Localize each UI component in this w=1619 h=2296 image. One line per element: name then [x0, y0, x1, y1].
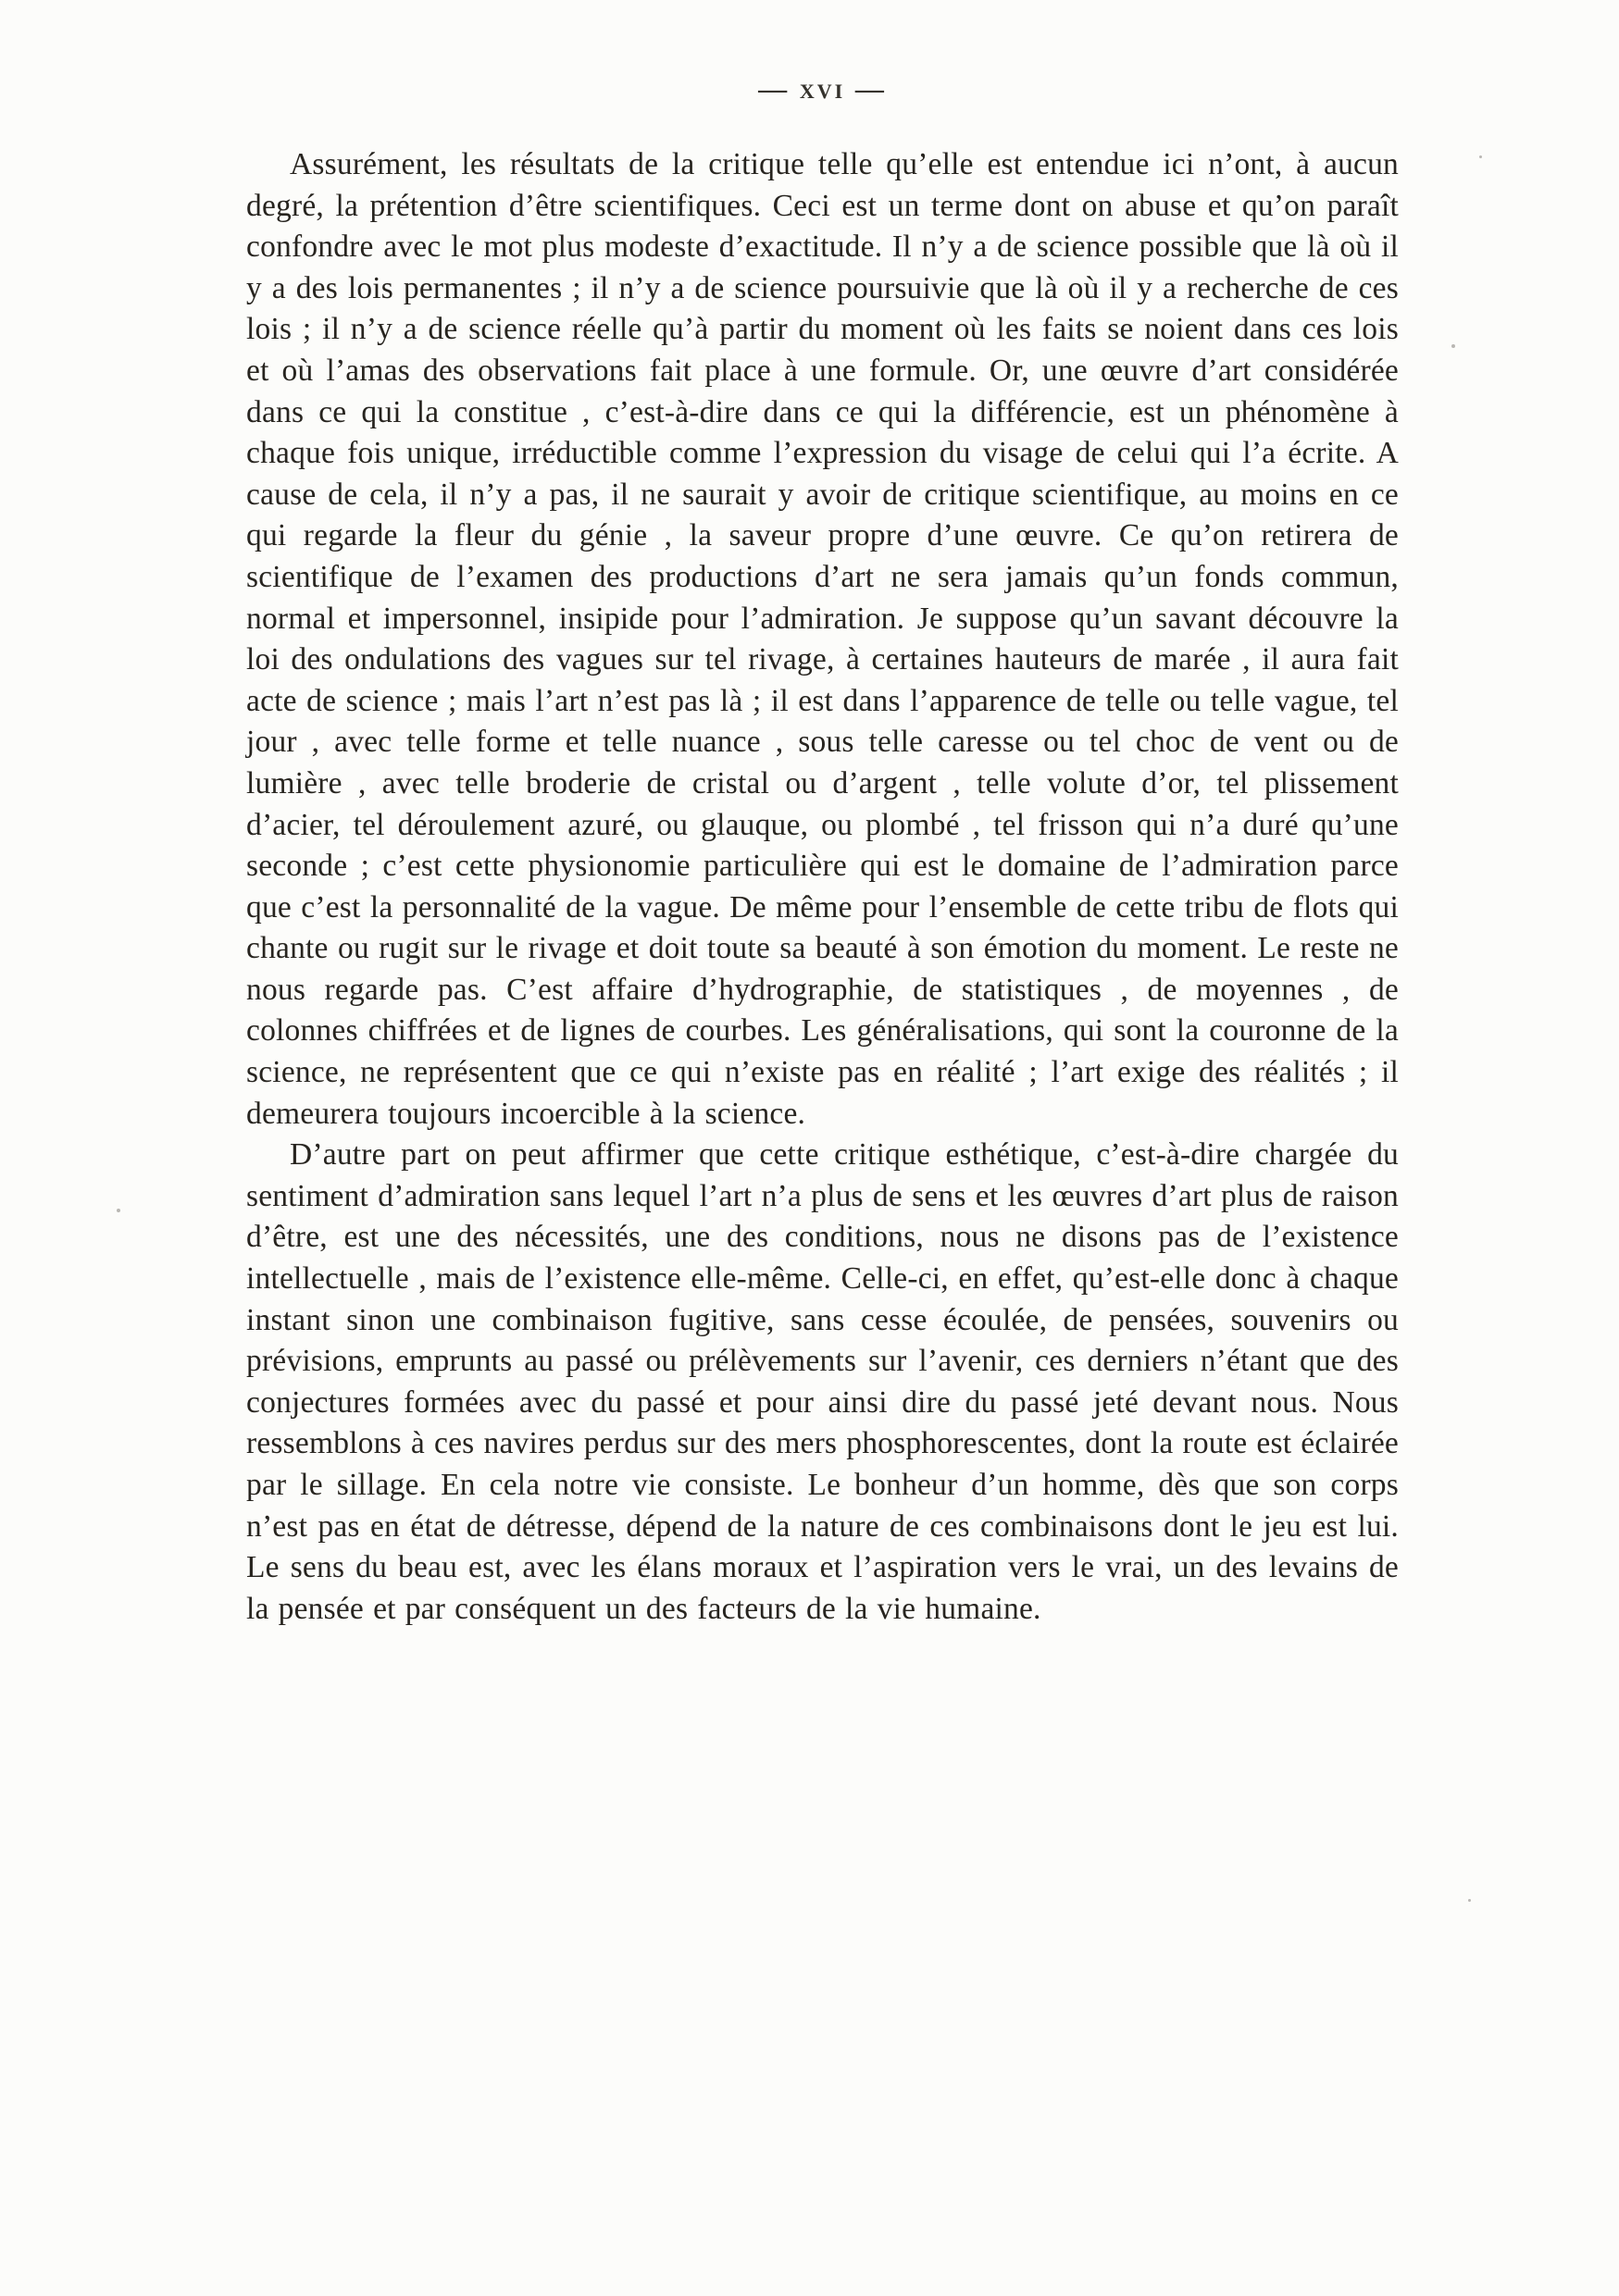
page-number: — xvi —: [758, 72, 887, 105]
scan-speck: [1468, 1899, 1471, 1902]
scan-speck: [1479, 155, 1482, 158]
paragraph: Assurément, les résultats de la critique telle qu’elle est entendue ici n’ont, à aucun degré, la prétention d’être scientifiques. Ceci est un terme dont on abuse et qu’on paraît confondre avec le mot plus modeste d’exactitude. Il n’y a de science possible que là où il y a des lois permanentes ; il n’y a de science poursuivie que là où il y a recherche de ces lois ; il n’y a de science réelle qu’à partir du moment où les faits se noient dans ces lois et où l’amas des observations fait place à une formule. Or, une œuvre d’art considérée dans ce qui la constitue , c’est-à-dire dans ce qui la différencie, est un phénomène à chaque fois unique, irréductible comme l’expression du visage de celui qui l’a écrite. A cause de cela, il n’y a pas, il ne saurait y avoir de critique scientifique, au moins en ce qui regarde la fleur du génie , la saveur propre d’une œuvre. Ce qu’on retirera de scientifique de l’examen des productions d’art ne sera jamais qu’un fonds commun, normal et impersonnel, insipide pour l’admiration. Je suppose qu’un savant découvre la loi des ondulations des vagues sur tel rivage, à certaines hauteurs de marée , il aura fait acte de science ; mais l’art n’est pas là ; il est dans l’apparence de telle ou telle vague, tel jour , avec telle forme et telle nuance , sous telle caresse ou tel choc de vent ou de lumière , avec telle broderie de cristal ou d’argent , telle volute d’or, tel plissement d’acier, tel déroulement azuré, ou glauque, ou plombé , tel frisson qui n’a duré qu’une seconde ; c’est cette physionomie particulière qui est le domaine de l’admiration parce que c’est la personnalité de la vague. De même pour l’ensemble de cette tribu de flots qui chante ou rugit sur le rivage et doit toute sa beauté à son émotion du moment. Le reste ne nous regarde pas. C’est affaire d’hydrographie, de statistiques , de moyennes , de colonnes chiffrées et de lignes de courbes. Les généralisations, qui sont la couronne de la science, ne représentent que ce qui n’existe pas en réalité ; l’art exige des réalités ; il demeurera toujours incoercible à la science.: [246, 147, 1399, 1131]
scan-speck: [1451, 344, 1455, 348]
page-body: [246, 144, 1399, 1630]
paragraph: D’autre part on peut affirmer que cette critique esthétique, c’est-à-dire chargée du sentiment d’admiration sans lequel l’art n’a plus de sens et les œuvres d’art plus de raison d’être, est une des nécessités, une des conditions, nous ne disons pas de l’existence intellectuelle , mais de l’existence elle-même. Celle-ci, en effet, qu’est-elle donc à chaque instant sinon une combinaison fugitive, sans cesse écoulée, de pensées, souvenirs ou prévisions, emprunts au passé ou prélèvements sur l’avenir, ces derniers n’étant que des conjectures formées avec du passé et pour ainsi dire du passé jeté devant nous. Nous ressemblons à ces navires perdus sur des mers phosphorescentes, dont la route est éclairée par le sillage. En cela notre vie consiste. Le bonheur d’un homme, dès que son corps n’est pas en état de détresse, dépend de la nature de ces combinaisons dont le jeu est lui. Le sens du beau est, avec les élans moraux et l’aspiration vers le vrai, un des levains de la pensée et par conséquent un des facteurs de la vie humaine.: [246, 1137, 1399, 1626]
scan-speck: [117, 1209, 120, 1212]
